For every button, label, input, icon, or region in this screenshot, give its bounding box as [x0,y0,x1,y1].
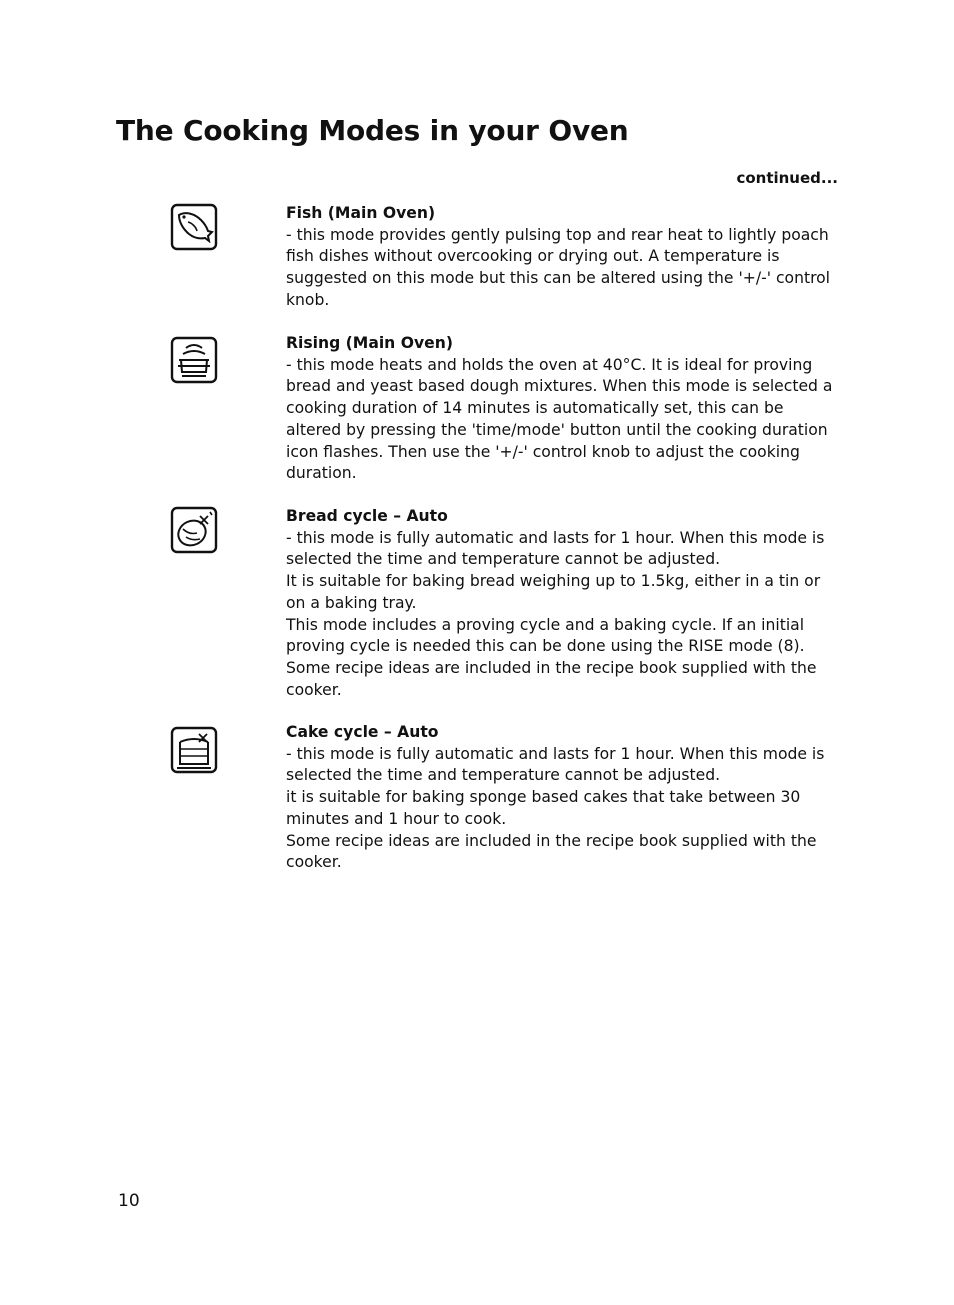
mode-description: - this mode provides gently pulsing top and rear heat to lightly poach fish dishes without overcooking or drying out. A temperature is suggested on this mode but this can be altered using the '+/-' control knob. [286,225,831,309]
rising-icon [170,336,218,384]
mode-heading: Bread cycle – Auto [286,507,448,525]
fish-icon [170,203,218,251]
mode-description: - this mode heats and holds the oven at 40°C. It is ideal for proving bread and yeast based dough mixtures. When this mode is selected a cooking duration of 14 minutes is automatically set, this can be altered by pressing the 'time/mode' button until the cooking duration icon flashes. Then use the '+/-' control knob to adjust the cooking duration. [286,355,833,483]
page-title: The Cooking Modes in your Oven [116,114,629,147]
mode-description: This mode includes a proving cycle and a baking cycle. If an initial proving cycle is needed this can be done using the RISE mode (8). Some recipe ideas are included in the recipe book supplied with the cooker. [286,615,817,699]
mode-heading: Rising (Main Oven) [286,334,453,352]
page-number: 10 [118,1191,140,1211]
mode-heading: Fish (Main Oven) [286,204,436,222]
bread-cycle-icon [170,506,218,554]
mode-description: - this mode is fully automatic and lasts for 1 hour. When this mode is selected the time and temperature cannot be adjusted. [286,744,825,785]
mode-heading: Cake cycle – Auto [286,723,439,741]
mode-description: Some recipe ideas are included in the recipe book supplied with the cooker. [286,831,817,872]
mode-description: It is suitable for baking bread weighing up to 1.5kg, either in a tin or on a baking tray. [286,572,821,612]
mode-description: - this mode is fully automatic and lasts for 1 hour. When this mode is selected the time and temperature cannot be adjusted. [286,528,825,569]
cake-cycle-icon [170,726,218,774]
mode-description: it is suitable for baking sponge based cakes that take between 30 minutes and 1 hour to cook. [286,788,801,828]
continued-label: continued... [736,169,838,187]
